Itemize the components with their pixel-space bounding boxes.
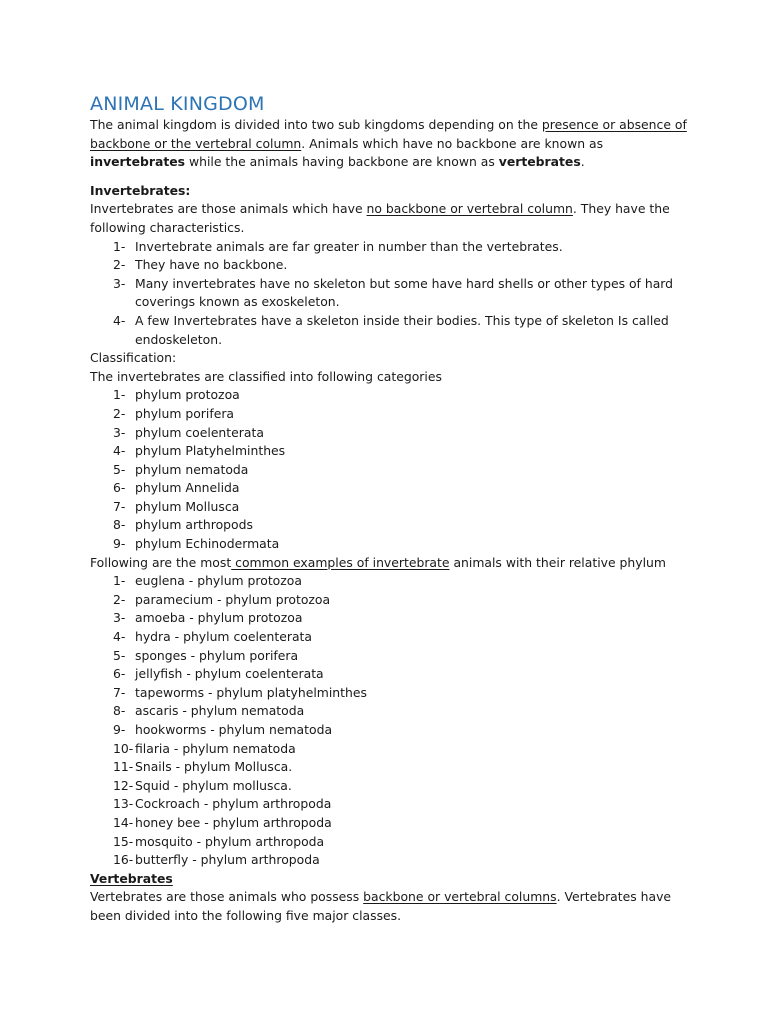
examples-intro: Following are the most common examples of invertebrate animals with their relative phylum bbox=[90, 554, 666, 570]
vertebrates-heading: Vertebrates bbox=[90, 870, 173, 886]
list-number: 2- bbox=[113, 591, 126, 607]
example-item bbox=[90, 851, 690, 870]
list-text: tapeworms - phylum platyhelminthes bbox=[135, 684, 367, 700]
list-number: 8- bbox=[113, 517, 126, 533]
list-number: 10- bbox=[113, 740, 134, 756]
list-text: paramecium - phylum protozoa bbox=[135, 591, 331, 607]
list-text: ascaris - phylum nematoda bbox=[135, 703, 305, 719]
example-item bbox=[90, 814, 690, 833]
list-number: 3- bbox=[113, 424, 126, 440]
list-number: 4- bbox=[113, 629, 126, 645]
classification-intro: The invertebrates are classified into following categories bbox=[90, 368, 442, 384]
list-text: phylum porifera bbox=[135, 405, 235, 421]
invertebrates-definition: Invertebrates are those animals which have no backbone or vertebral column. They have the following characteristics. bbox=[90, 201, 670, 235]
example-item bbox=[90, 647, 690, 666]
list-number: 6- bbox=[113, 480, 126, 496]
phylum-item bbox=[90, 424, 690, 443]
example-item bbox=[90, 833, 690, 852]
list-number: 9- bbox=[113, 722, 126, 737]
phylum-list bbox=[90, 386, 690, 553]
list-text: phylum Mollusca bbox=[135, 498, 240, 514]
characteristic-item bbox=[90, 256, 690, 275]
list-number: 4- bbox=[113, 312, 126, 328]
list-text: euglena - phylum protozoa bbox=[135, 573, 302, 589]
list-number: 6- bbox=[113, 666, 126, 682]
example-item bbox=[90, 721, 690, 740]
list-text: hookworms - phylum nematoda bbox=[135, 722, 333, 737]
phylum-item bbox=[90, 386, 690, 405]
characteristic-item bbox=[90, 275, 690, 312]
list-text: jellyfish - phylum coelenterata bbox=[135, 666, 324, 682]
list-number: 1- bbox=[113, 238, 126, 254]
example-item bbox=[90, 665, 690, 684]
list-number: 16- bbox=[113, 852, 134, 868]
list-text: phylum protozoa bbox=[135, 387, 240, 403]
list-number: 7- bbox=[113, 684, 126, 700]
examples-list bbox=[90, 572, 690, 870]
list-text: Invertebrate animals are far greater in number than the vertebrates. bbox=[135, 238, 563, 254]
example-item bbox=[90, 684, 690, 703]
intro-text: The animal kingdom is divided into two sub kingdoms depending on the bbox=[90, 117, 542, 132]
phylum-item bbox=[90, 442, 690, 461]
list-number: 14- bbox=[113, 814, 134, 830]
list-text: phylum Platyhelminthes bbox=[135, 443, 286, 459]
example-item bbox=[90, 628, 690, 647]
phylum-item bbox=[90, 535, 690, 554]
list-number: 5- bbox=[113, 461, 126, 477]
example-item bbox=[90, 777, 690, 796]
example-item bbox=[90, 572, 690, 591]
list-number: 5- bbox=[113, 647, 126, 663]
list-number: 11- bbox=[113, 759, 134, 775]
example-item bbox=[90, 591, 690, 610]
list-number: 2- bbox=[113, 405, 126, 421]
intro-underlined: presence or absence of backbone or the vertebral column bbox=[90, 117, 687, 151]
list-text: phylum coelenterata bbox=[135, 424, 264, 440]
list-number: 1- bbox=[113, 387, 126, 403]
intro-paragraph bbox=[90, 116, 690, 172]
list-text: phylum nematoda bbox=[135, 461, 249, 477]
vertebrates-definition-underlined: backbone or vertebral columns bbox=[363, 889, 557, 905]
list-text: honey bee - phylum arthropoda bbox=[135, 814, 332, 830]
document-body bbox=[90, 92, 690, 926]
spacer bbox=[90, 172, 690, 182]
phylum-item bbox=[90, 479, 690, 498]
phylum-item bbox=[90, 405, 690, 424]
list-text: phylum Annelida bbox=[135, 480, 240, 496]
list-text: amoeba - phylum protozoa bbox=[135, 610, 303, 626]
vertebrates-definition: Vertebrates are those animals who possess backbone or vertebral columns. Vertebrates have been divided into the following five major classes. bbox=[90, 889, 672, 923]
page-title: ANIMAL KINGDOM bbox=[90, 93, 265, 115]
list-text: Squid - phylum mollusca. bbox=[135, 777, 292, 793]
intro-text: while the animals having backbone are known as bbox=[185, 154, 499, 170]
list-text: They have no backbone. bbox=[135, 257, 288, 273]
intro-text: . bbox=[580, 154, 585, 170]
list-text: filaria - phylum nematoda bbox=[135, 740, 296, 756]
list-text: Snails - phylum Mollusca. bbox=[135, 759, 293, 775]
list-number: 8- bbox=[113, 703, 126, 719]
classification-label: Classification: bbox=[90, 350, 177, 366]
intro-bold-invertebrates: invertebrates bbox=[90, 154, 186, 170]
list-number: 15- bbox=[113, 833, 134, 849]
example-item bbox=[90, 740, 690, 759]
phylum-item bbox=[90, 516, 690, 535]
list-text: sponges - phylum porifera bbox=[135, 647, 299, 663]
list-number: 12- bbox=[113, 777, 134, 793]
list-text: butterfly - phylum arthropoda bbox=[135, 852, 320, 868]
phylum-item bbox=[90, 498, 690, 517]
invertebrates-definition-underlined: no backbone or vertebral column bbox=[366, 201, 573, 217]
list-text: hydra - phylum coelenterata bbox=[135, 629, 312, 645]
example-item bbox=[90, 609, 690, 628]
list-number: 2- bbox=[113, 257, 126, 273]
examples-intro-underlined: common examples of invertebrate bbox=[231, 554, 450, 570]
list-text: A few Invertebrates have a skeleton inside their bodies. This type of skeleton Is called endoskeleton. bbox=[135, 312, 669, 347]
intro-bold-vertebrates: vertebrates bbox=[498, 154, 581, 170]
list-number: 3- bbox=[113, 275, 126, 291]
phylum-item bbox=[90, 461, 690, 480]
characteristic-item bbox=[90, 238, 690, 257]
list-text: mosquito - phylum arthropoda bbox=[135, 833, 325, 849]
list-text: phylum Echinodermata bbox=[135, 536, 280, 552]
list-number: 4- bbox=[113, 443, 126, 459]
example-item bbox=[90, 702, 690, 721]
list-text: Cockroach - phylum arthropoda bbox=[135, 796, 332, 812]
invertebrates-heading: Invertebrates: bbox=[90, 182, 191, 198]
characteristic-item bbox=[90, 312, 690, 349]
list-number: 9- bbox=[113, 536, 126, 552]
characteristics-list bbox=[90, 238, 690, 350]
list-number: 13- bbox=[113, 796, 134, 812]
list-number: 3- bbox=[113, 610, 126, 626]
list-number: 1- bbox=[113, 573, 126, 589]
example-item bbox=[90, 795, 690, 814]
example-item bbox=[90, 758, 690, 777]
list-number: 7- bbox=[113, 498, 126, 514]
intro-text: . Animals which have no backbone are known as bbox=[301, 135, 604, 151]
list-text: Many invertebrates have no skeleton but some have hard shells or other types of hard coverings known as exoskeleton. bbox=[135, 275, 674, 310]
list-text: phylum arthropods bbox=[135, 517, 253, 533]
